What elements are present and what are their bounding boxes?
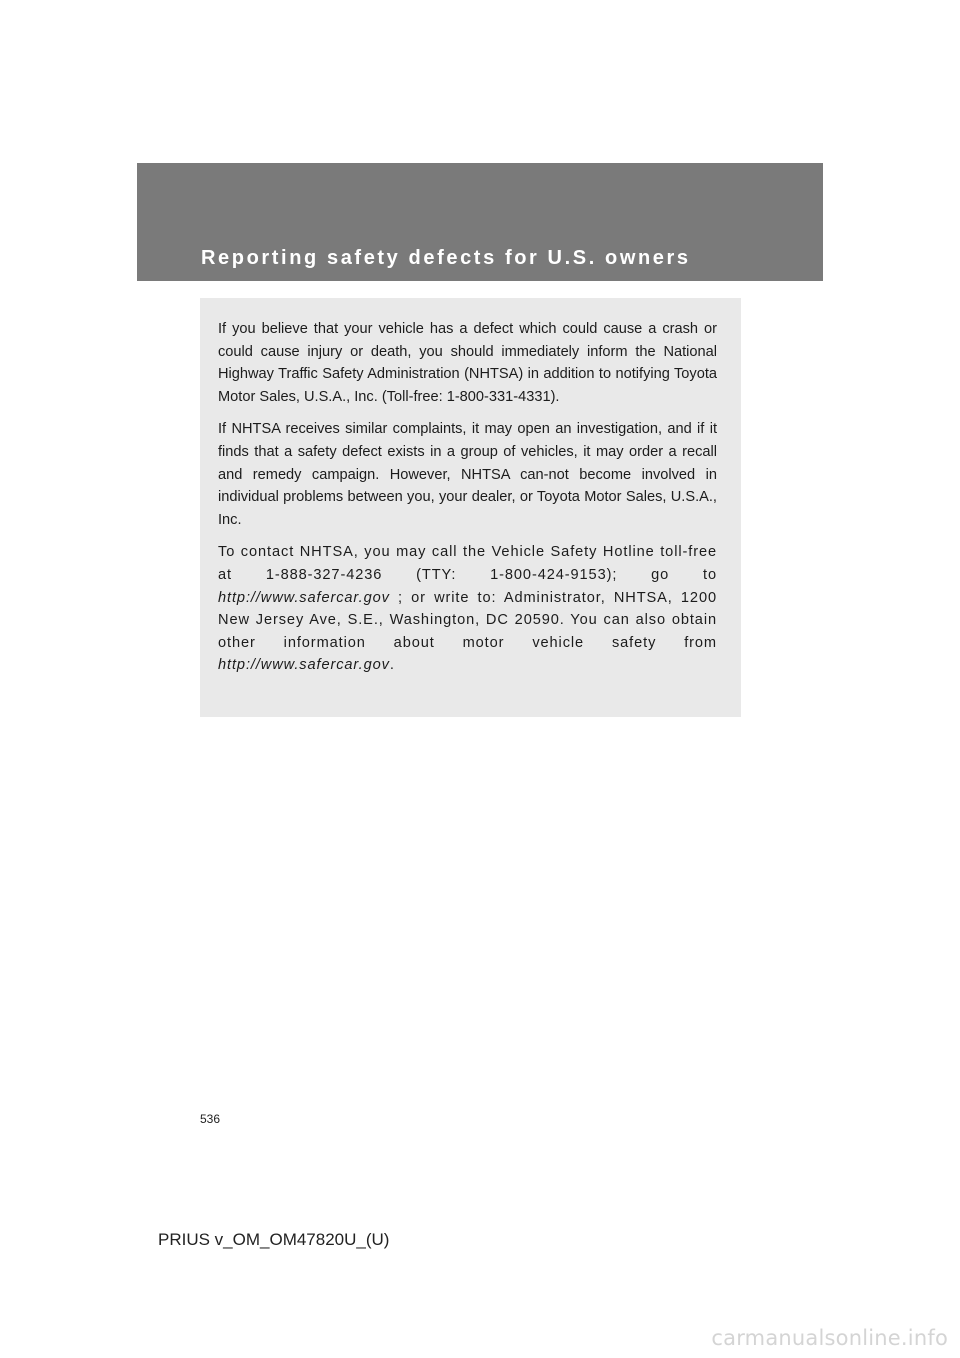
site-watermark: carmanualsonline.info — [711, 1326, 948, 1350]
page-number: 536 — [200, 1112, 221, 1126]
section-header-band — [137, 163, 823, 281]
safety-notice-box — [200, 298, 741, 717]
notice-paragraph-3-text-a: To contact NHTSA, you may call the Vehicle Safety Hotline toll-free at 1-888-327-4236 (TTY: 1-800-424-9153); go to — [218, 544, 717, 583]
safercar-link-1[interactable]: http://www.safercar.gov — [218, 589, 390, 606]
notice-paragraph-1: If you believe that your vehicle has a defect which could cause a crash or could cause injury or death, you should immediately inform the National Highway Traffic Safety Administration (NHTSA) in addition to notifying Toyota Motor Sales, U.S.A., Inc. (Toll-free: 1-800-331-4331). — [218, 321, 717, 405]
notice-paragraph-3 — [218, 541, 717, 677]
section-title: Reporting safety defects for U.S. owners — [201, 247, 691, 269]
document-code: PRIUS v_OM_OM47820U_(U) — [158, 1230, 390, 1249]
notice-paragraph-3-text-c: . — [389, 657, 395, 674]
safercar-link-2[interactable]: http://www.safercar.gov — [218, 657, 390, 674]
notice-paragraph-3-text-b: ; or write to: Administrator, NHTSA, 1200 New Jersey Ave, S.E., Washington, DC 20590. You can also obtain other information about motor vehicle safety from — [218, 589, 717, 651]
notice-paragraph-2: If NHTSA receives similar complaints, it may open an investigation, and if it finds that a safety defect exists in a group of vehicles, it may order a recall and remedy campaign. However, NHTSA can-not become involved in individual problems between you, your dealer, or Toyota Motor Sales, U.S.A., Inc. — [218, 421, 717, 528]
